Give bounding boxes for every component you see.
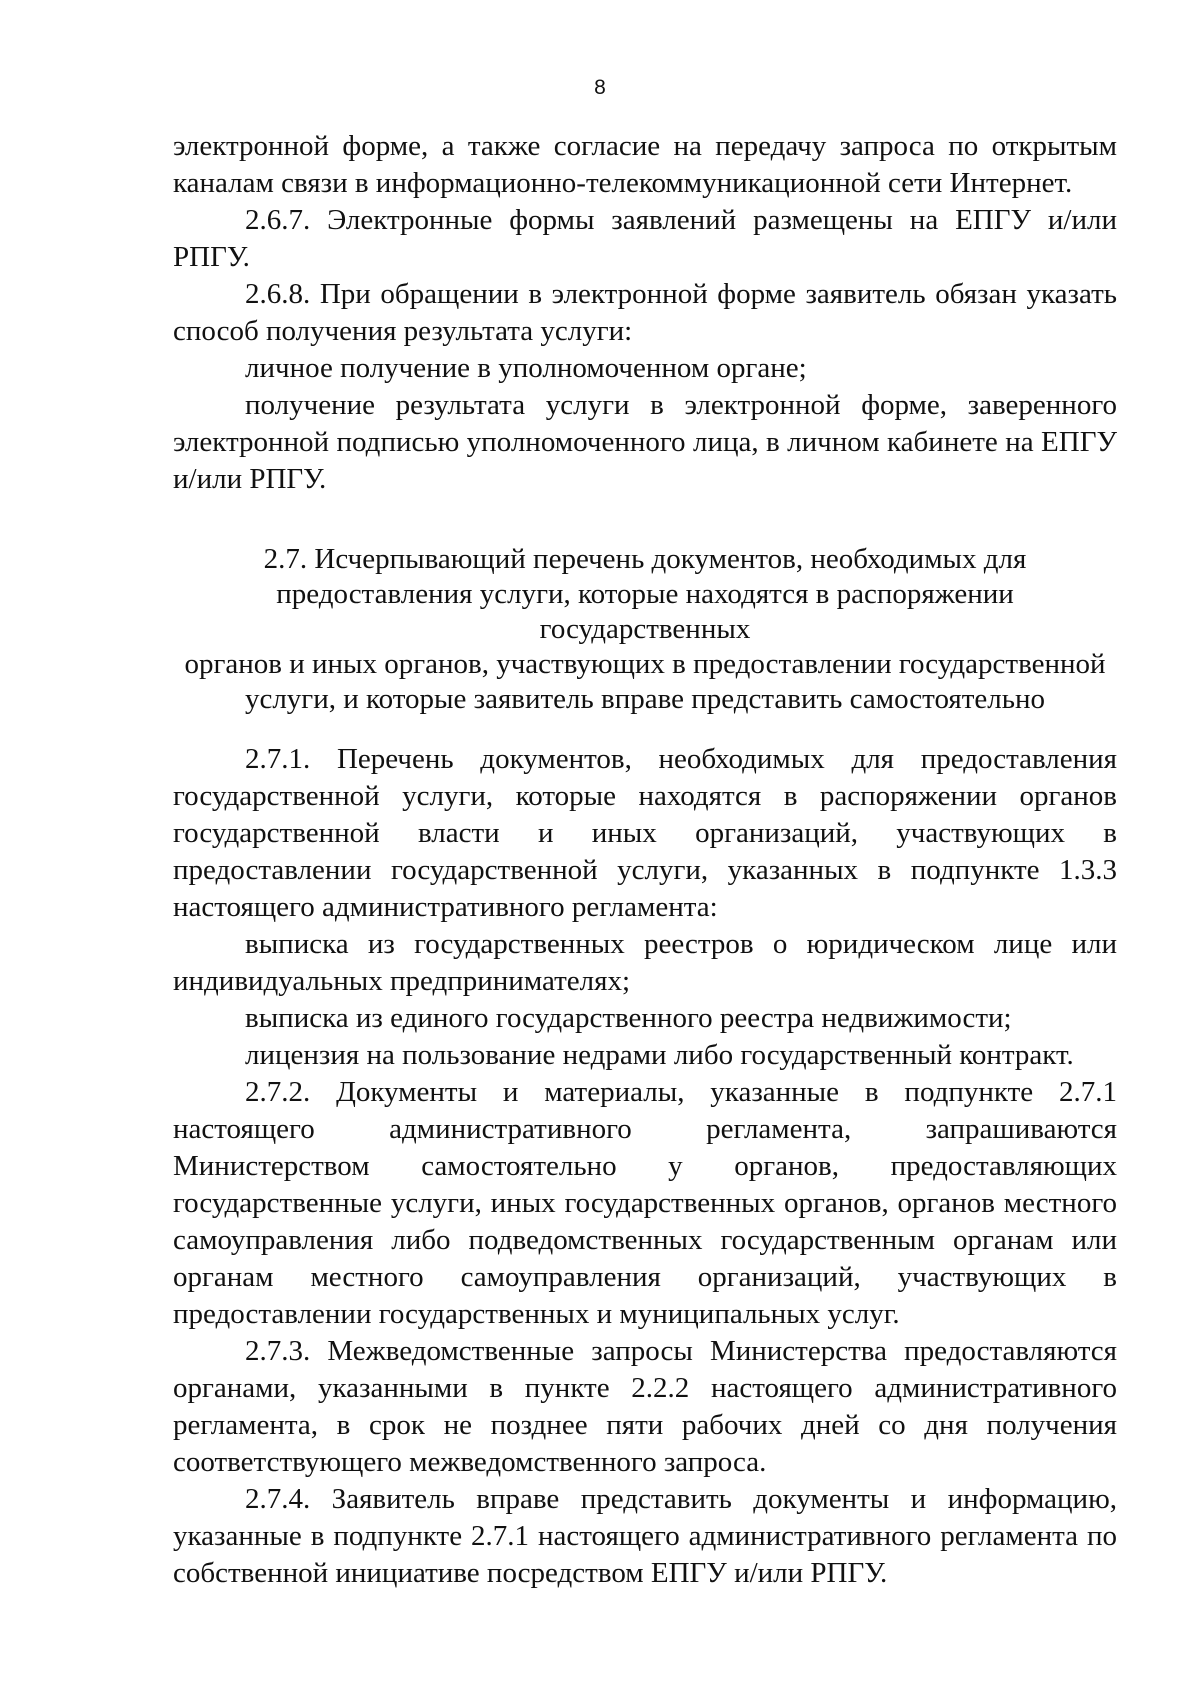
paragraph: 2.6.8. При обращении в электронной форме заявитель обязан указать способ получения результата услуги: [173,278,1117,347]
section-heading-line: услуги, и которые заявитель вправе представить самостоятельно [244,683,1046,715]
paragraph: 2.7.3. Межведомственные запросы Министерства предоставляются органами, указанными в пункте 2.2.2 настоящего административного регламента, в срок не позднее пяти рабочих дней со дня получения соответствующего межведомственного запроса. [173,1335,1117,1478]
paragraph: 2.6.7. Электронные формы заявлений размещены на ЕПГУ и/или РПГУ. [173,204,1117,273]
section-heading-line: органов и иных органов, участвующих в предоставлении государственной [184,648,1106,680]
paragraph: 2.7.2. Документы и материалы, указанные в подпункте 2.7.1 настоящего административного регламента, запрашиваются Министерством самостоятельно у органов, предоставляющих государственные услуги, иных государственных органов, органов местного самоуправления либо подведомственных государственным органам или органам местного самоуправления организаций, участвующих в предоставлении государственных и муниципальных услуг. [173,1076,1117,1330]
document-body [173,128,1117,1592]
paragraph: получение результата услуги в электронной форме, заверенного электронной подписью уполномоченного лица, в личном кабинете на ЕПГУ и/или РПГУ. [173,389,1117,495]
section-heading-line: 2.7. Исчерпывающий перечень документов, необходимых для [263,543,1027,575]
paragraph: выписка из государственных реестров о юридическом лице или индивидуальных предпринимателях; [173,928,1117,997]
paragraph: электронной форме, а также согласие на передачу запроса по открытым каналам связи в информационно-телекоммуникационной сети Интернет. [173,130,1117,199]
paragraph: лицензия на пользование недрами либо государственный контракт. [245,1039,1074,1071]
paragraph: 2.7.1. Перечень документов, необходимых для предоставления государственной услуги, которые находятся в распоряжении органов государственной власти и иных организаций, участвующих в предоставлении государственной услуги, указанных в подпункте 1.3.3 настоящего административного регламента: [173,743,1117,923]
paragraph: выписка из единого государственного реестра недвижимости; [245,1002,1012,1034]
paragraph: личное получение в уполномоченном органе; [245,352,807,384]
page-number: 8 [594,76,606,99]
section-heading [173,542,1117,717]
paragraph: 2.7.4. Заявитель вправе представить документы и информацию, указанные в подпункте 2.7.1 настоящего административного регламента по собственной инициативе посредством ЕПГУ и/или РПГУ. [173,1483,1117,1589]
section-heading-line: предоставления услуги, которые находятся в распоряжении государственных [276,578,1014,645]
